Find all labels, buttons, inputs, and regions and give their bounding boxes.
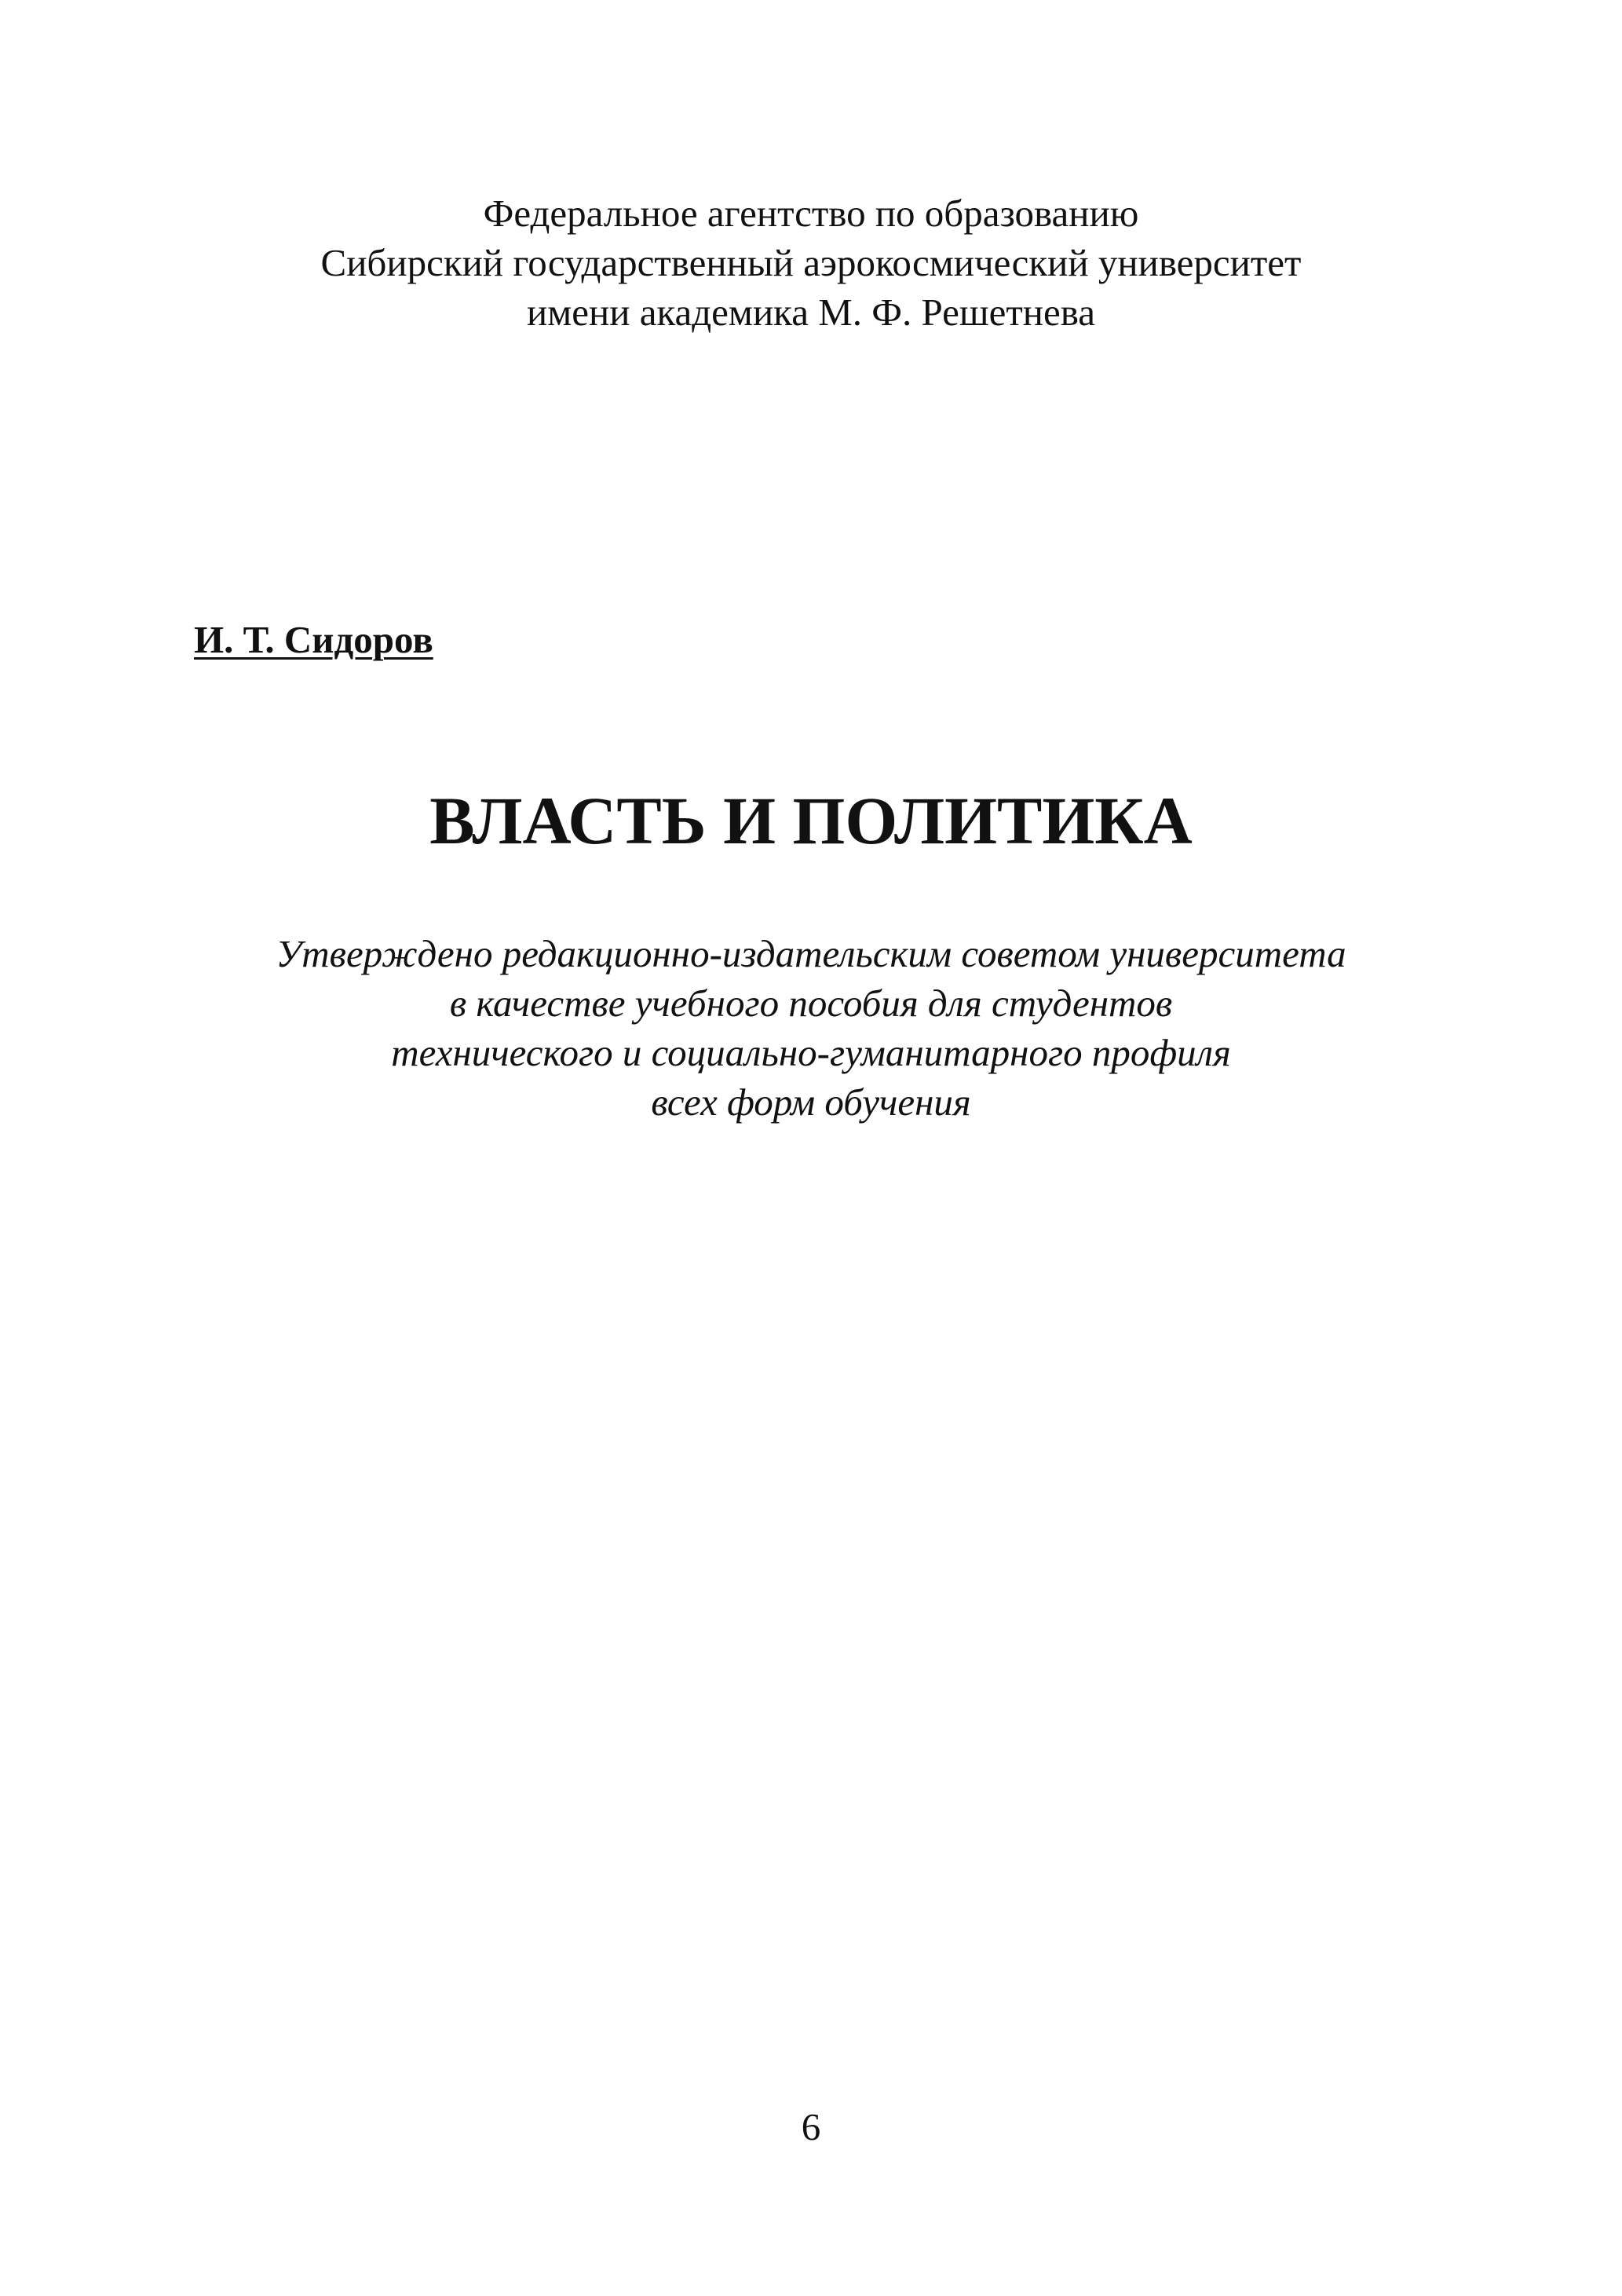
approval-line-3: технического и социально-гуманитарного профиля (391, 1031, 1231, 1074)
document-title: ВЛАСТЬ И ПОЛИТИКА (429, 783, 1193, 858)
header-line-university: Сибирский государственный аэрокосмический университет (320, 241, 1302, 284)
page-number: 6 (801, 2105, 821, 2148)
institution-header (0, 188, 1622, 337)
header-line-agency: Федеральное агентство по образованию (483, 192, 1139, 235)
approval-line-4: всех форм обучения (651, 1080, 971, 1124)
approval-note (0, 929, 1622, 1127)
header-line-named-after: имени академика М. Ф. Решетнева (527, 291, 1095, 334)
author-name: И. Т. Сидоров (194, 618, 433, 661)
approval-line-2: в качестве учебного пособия для студентов (449, 982, 1173, 1025)
approval-line-1: Утверждено редакционно-издательским советом университета (276, 932, 1346, 975)
